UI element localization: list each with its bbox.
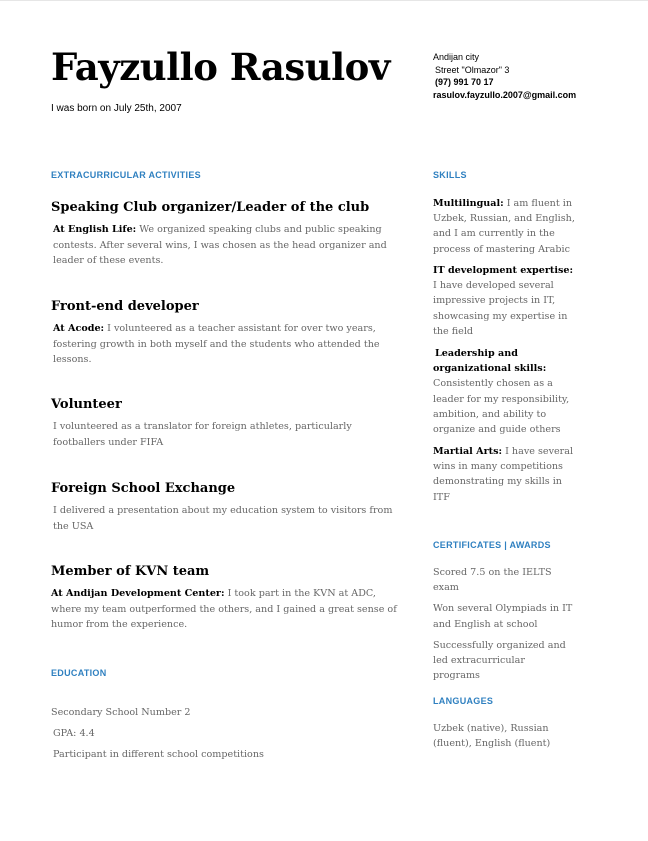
skill-text: I am fluent in Uzbek, Russian, and English, and I am currently in the process of mastering Arabic: [433, 198, 575, 255]
activity-description: [51, 586, 403, 633]
activity-lead: At Andijan Development Center:: [51, 588, 225, 599]
activity-text: We organized speaking clubs and public speaking contests. After several wins, I was chosen as the head organizer and leader of these events.: [53, 224, 387, 266]
education-item: Participant in different school competitions: [53, 749, 264, 760]
skill-item: [433, 196, 575, 257]
skill-item: [433, 346, 573, 437]
skill-item: [433, 263, 575, 339]
activity-description: [51, 419, 403, 450]
activity-title: Front-end developer: [51, 299, 199, 314]
extracurricular-heading: EXTRACURRICULAR ACTIVITIES: [51, 170, 201, 180]
skill-item: [433, 444, 575, 505]
activity-entry: [51, 397, 403, 450]
activity-lead: At Acode:: [53, 323, 105, 334]
activity-title: Foreign School Exchange: [51, 481, 236, 496]
education-list: [51, 706, 391, 769]
skill-text: Consistently chosen as a leader for my responsibility, ambition, and ability to organize and guide others: [433, 378, 570, 436]
certificate-item: Successfully organized and led extracurricular programs: [433, 639, 566, 682]
contact-city: Andijan city: [433, 52, 480, 62]
activity-entry: [51, 481, 403, 534]
activity-description: [51, 503, 403, 534]
activity-text: I took part in the KVN at ADC, where my team outperformed the others, and I gained a great sense of humor from the experience.: [51, 588, 397, 630]
skill-text: I have several wins in many competitions demonstrating my skills in ITF: [433, 446, 574, 503]
skill-text: I have developed several impressive projects in IT, showcasing my expertise in the field: [433, 280, 568, 337]
skills-heading: SKILLS: [433, 170, 467, 180]
activity-title: Member of KVN team: [51, 564, 210, 579]
activity-title: Speaking Club organizer/Leader of the club: [51, 200, 370, 215]
person-name: Fayzullo Rasulov: [51, 45, 390, 89]
education-item: GPA: 4.4: [53, 728, 95, 739]
activity-description: [51, 321, 403, 368]
birth-date: I was born on July 25th, 2007: [51, 103, 182, 114]
skill-lead: Multilingual:: [433, 198, 504, 209]
skill-lead: Martial Arts:: [433, 446, 503, 457]
activity-entry: [51, 299, 403, 368]
contact-block: [433, 51, 576, 101]
skill-lead: IT development expertise:: [433, 265, 574, 276]
certificate-item: Won several Olympiads in IT and English at school: [433, 603, 573, 630]
activity-title: Volunteer: [51, 397, 122, 412]
activity-text: I volunteered as a translator for foreign athletes, particularly footballers under FIFA: [53, 421, 352, 448]
certificates-heading: CERTIFICATES | AWARDS: [433, 540, 551, 550]
activity-text: I delivered a presentation about my education system to visitors from the USA: [53, 505, 393, 532]
contact-email: rasulov.fayzullo.2007@gmail.com: [433, 89, 577, 100]
languages-heading: LANGUAGES: [433, 696, 494, 706]
certificates-list: [433, 565, 573, 689]
activity-lead: At English Life:: [53, 224, 137, 235]
contact-phone: (97) 991 70 17: [435, 77, 494, 87]
skill-lead: Leadership and organizational skills:: [433, 348, 547, 375]
top-divider: [0, 0, 648, 1]
activity-description: [51, 222, 403, 269]
activity-text: I volunteered as a teacher assistant for over two years, fostering growth in both myself and the students who attended the lessons.: [53, 323, 380, 365]
certificate-item: Scored 7.5 on the IELTS exam: [433, 567, 552, 594]
contact-street: Street "Olmazor" 3: [435, 64, 510, 75]
activity-entry: [51, 200, 403, 269]
activity-entry: [51, 564, 403, 633]
education-item: Secondary School Number 2: [51, 707, 191, 718]
education-heading: EDUCATION: [51, 668, 107, 678]
languages-text: Uzbek (native), Russian (fluent), English (fluent): [433, 723, 551, 750]
